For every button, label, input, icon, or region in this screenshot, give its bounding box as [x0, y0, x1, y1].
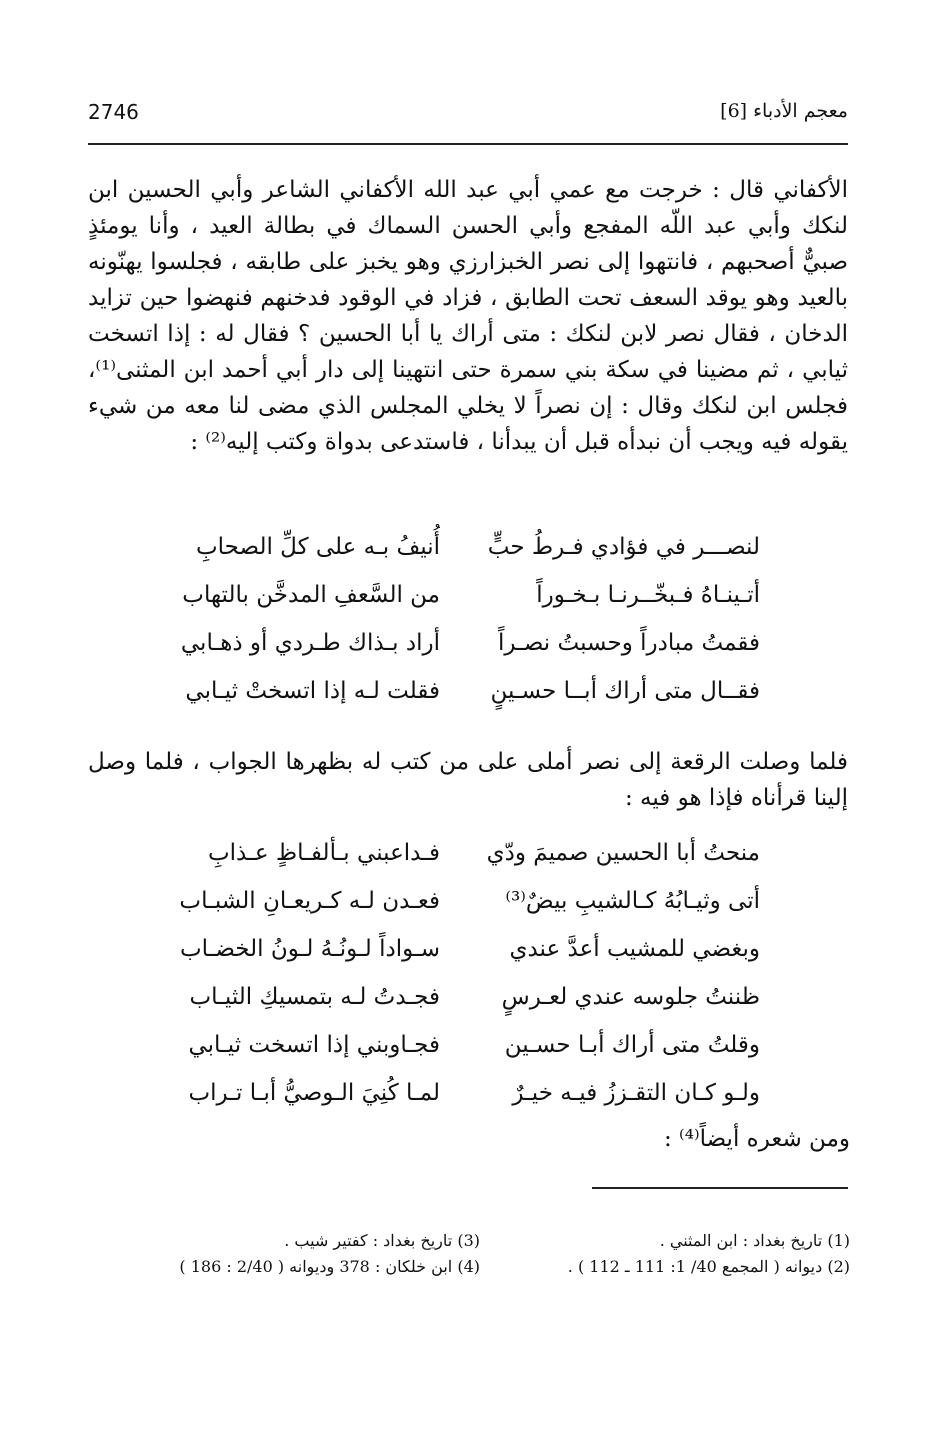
paragraph-narrative: الأكفاني قال : خرجت مع عمي أبي عبد الله الأكفاني الشاعر وأبي الحسين ابن لنكك وأبي عبد اللّه المفجع وأبي الحسن السماك في بطالة العيد ، وأنا يومئذٍ صبيٌّ أصحبهم ، فانتهوا إلى نصر الخبزارزي وهو يخبز على طابقه ، فجلسوا يهنّونه بالعيد وهو يوقد السعف تحت الطابق ، فزاد في الوقود فدخنهم فنهضوا حين تزايد الدخان ، فقال نصر لابن لنكك : متى أراك يا أبا الحسين ؟ فقال له : إذا اتسخت ثيابي ، ثم مضينا في سكة بني سمرة حتى انتهينا إلى دار أبي أحمد ابن المثنى⁽¹⁾، فجلس ابن لنكك وقال : إن نصراً لا يخلي المجلس الذي مضى لنا معه من شيء يقوله فيه ويجب أن نبدأه قبل أن يبدأنا ، فاستدعى بدواة وكتب إليه⁽²⁾ : — [88, 177, 848, 455]
poem-verse — [150, 1032, 760, 1080]
footnote: (2) ديوانه ( المجمع 40/ 1: 111 ـ 112 ) . — [567, 1257, 850, 1276]
verse-first-hemistich: منحتُ أبا الحسين صميمَ ودّي — [486, 840, 760, 866]
verse-second-hemistich: فجـاوبني إذا اتسخت ثيـابي — [188, 1032, 440, 1058]
footnote: (1) تاريخ بغداد : ابن المثني . — [659, 1231, 850, 1250]
page-header — [88, 100, 848, 140]
poem-verse — [150, 888, 760, 936]
verse-first-hemistich: أتى وثيـابُهُ كـالشيبِ بيضٌ⁽³⁾ — [505, 888, 760, 914]
verse-second-hemistich: من السَّعفِ المدخَّن بالتهاب — [182, 582, 440, 608]
page-number: 2746 — [88, 100, 139, 124]
verse-first-hemistich: ولـو كـان التقـززُ فيـه خيـرٌ — [512, 1080, 760, 1106]
verse-second-hemistich: فقلت لـه إذا اتسختْ ثيـابي — [185, 678, 440, 704]
verse-first-hemistich: فقــال متى أراك أبــا حسـينٍ — [490, 678, 760, 704]
verse-first-hemistich: أتـينـاهُ فـبخّــرنـا بـخـوراً — [536, 582, 760, 608]
verse-first-hemistich: وبغضي للمشيب أعدَّ عندي — [509, 936, 760, 962]
poem-verse — [150, 582, 760, 630]
footnote-rule — [592, 1187, 848, 1189]
footnote: (4) ابن خلكان : 378 وديوانه ( 2/40 : 186 ) — [179, 1257, 480, 1276]
header-rule — [88, 143, 848, 145]
footnotes-right-column — [490, 1228, 850, 1280]
verse-second-hemistich: أُنيفُ بـه على كلِّ الصحابِ — [196, 534, 440, 560]
verse-second-hemistich: سـواداً لـونُـهُ لـونُ الخضـاب — [179, 936, 440, 962]
verse-first-hemistich: لنصـــر في فؤادي فـرطُ حبٍّ — [487, 534, 760, 560]
poem-reply — [150, 840, 760, 1128]
poem-verse — [150, 1080, 760, 1128]
verse-second-hemistich: فـداعبني بـألفـاظٍ عـذابِ — [208, 840, 440, 866]
poem-verse — [150, 630, 760, 678]
verse-second-hemistich: فجـدتُ لـه بتمسيكِ الثيـاب — [189, 984, 440, 1010]
verse-first-hemistich: وقلتُ متى أراك أبـا حسـين — [504, 1032, 760, 1058]
footnote: (3) تاريخ بغداد : كفتير شيب . — [284, 1231, 480, 1250]
verse-first-hemistich: ظننتُ جلوسه عندي لعـرسٍ — [501, 984, 760, 1010]
verse-first-hemistich: فقمتُ مبادراً وحسبتُ نصـراً — [498, 630, 760, 656]
verse-second-hemistich: لمـا كُنِيَ الـوصيُّ أبـا تـراب — [188, 1080, 440, 1106]
footnotes-left-column — [100, 1228, 480, 1280]
trailing-line: ومن شعره أيضاً⁽⁴⁾ : — [663, 1126, 850, 1152]
verse-second-hemistich: فعـدن لـه كـريعـانِ الشبـاب — [179, 888, 440, 914]
running-title: معجم الأدباء [6] — [720, 100, 848, 122]
verse-second-hemistich: أراد بـذاك طـردي أو ذهـابي — [180, 630, 440, 656]
paragraph-reply-intro: فلما وصلت الرقعة إلى نصر أملى على من كتب له بظهرها الجواب ، فلما وصل إلينا قرأناه فإذا هو فيه : — [88, 749, 848, 811]
poem-verse — [150, 984, 760, 1032]
poem-first — [150, 534, 760, 726]
poem-verse — [150, 936, 760, 984]
poem-verse — [150, 840, 760, 888]
poem-verse — [150, 534, 760, 582]
poem-verse — [150, 678, 760, 726]
